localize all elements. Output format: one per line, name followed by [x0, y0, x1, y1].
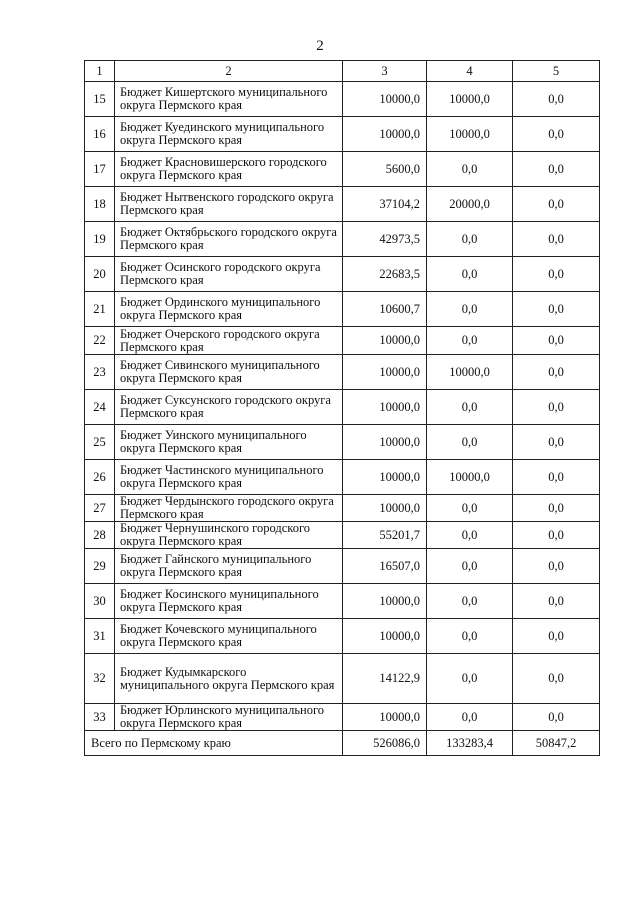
col3-value: 10000,0	[343, 495, 427, 522]
table-row	[85, 549, 600, 584]
col5-value: 0,0	[513, 425, 600, 460]
budget-name: Бюджет Нытвенского городского округа Пермского края	[115, 187, 343, 222]
budget-name: Бюджет Красновишерского городского округа Пермского края	[115, 152, 343, 187]
row-number: 21	[85, 292, 115, 327]
col3-value: 10000,0	[343, 355, 427, 390]
table-row	[85, 619, 600, 654]
total-label: Всего по Пермскому краю	[85, 731, 343, 756]
col4-value: 0,0	[427, 152, 513, 187]
row-number: 20	[85, 257, 115, 292]
col3-value: 55201,7	[343, 522, 427, 549]
budget-name: Бюджет Кишертского муниципального округа Пермского края	[115, 82, 343, 117]
col4-value: 10000,0	[427, 82, 513, 117]
col3-value: 10000,0	[343, 584, 427, 619]
col5-value: 0,0	[513, 390, 600, 425]
row-number: 32	[85, 654, 115, 704]
col3-value: 5600,0	[343, 152, 427, 187]
col4-value: 0,0	[427, 584, 513, 619]
row-number: 31	[85, 619, 115, 654]
col4-value: 0,0	[427, 522, 513, 549]
table-row	[85, 425, 600, 460]
row-number: 18	[85, 187, 115, 222]
table-row	[85, 82, 600, 117]
col4-value: 0,0	[427, 425, 513, 460]
col5-value: 0,0	[513, 495, 600, 522]
budget-name: Бюджет Куединского муниципального округа Пермского края	[115, 117, 343, 152]
row-number: 16	[85, 117, 115, 152]
col3-value: 10000,0	[343, 704, 427, 731]
col3-value: 10000,0	[343, 117, 427, 152]
col5-value: 0,0	[513, 187, 600, 222]
table-row	[85, 355, 600, 390]
col3-value: 10000,0	[343, 82, 427, 117]
row-number: 15	[85, 82, 115, 117]
col4-value: 10000,0	[427, 460, 513, 495]
col5-value: 0,0	[513, 222, 600, 257]
col5-value: 0,0	[513, 355, 600, 390]
budget-name: Бюджет Чернушинского городского округа Пермского края	[115, 522, 343, 549]
row-number: 22	[85, 327, 115, 355]
table-row	[85, 222, 600, 257]
table-row	[85, 460, 600, 495]
col3-value: 16507,0	[343, 549, 427, 584]
table-row	[85, 257, 600, 292]
col4-value: 20000,0	[427, 187, 513, 222]
budget-name: Бюджет Ординского муниципального округа Пермского края	[115, 292, 343, 327]
table-row	[85, 187, 600, 222]
total-col4-value: 133283,4	[427, 731, 513, 756]
col5-value: 0,0	[513, 82, 600, 117]
budget-name: Бюджет Сивинского муниципального округа Пермского края	[115, 355, 343, 390]
col4-value: 0,0	[427, 327, 513, 355]
row-number: 17	[85, 152, 115, 187]
col5-value: 0,0	[513, 522, 600, 549]
row-number: 27	[85, 495, 115, 522]
header-col-5: 5	[513, 61, 600, 82]
col3-value: 14122,9	[343, 654, 427, 704]
row-number: 28	[85, 522, 115, 549]
budget-name: Бюджет Кочевского муниципального округа Пермского края	[115, 619, 343, 654]
budget-name: Бюджет Суксунского городского округа Пермского края	[115, 390, 343, 425]
table-row	[85, 495, 600, 522]
col3-value: 10000,0	[343, 327, 427, 355]
col4-value: 0,0	[427, 390, 513, 425]
col4-value: 0,0	[427, 619, 513, 654]
budget-name: Бюджет Очерского городского округа Пермского края	[115, 327, 343, 355]
col5-value: 0,0	[513, 584, 600, 619]
col5-value: 0,0	[513, 619, 600, 654]
col3-value: 42973,5	[343, 222, 427, 257]
col3-value: 10000,0	[343, 619, 427, 654]
col3-value: 10000,0	[343, 390, 427, 425]
header-col-3: 3	[343, 61, 427, 82]
row-number: 29	[85, 549, 115, 584]
table-row	[85, 704, 600, 731]
col5-value: 0,0	[513, 549, 600, 584]
col5-value: 0,0	[513, 327, 600, 355]
header-col-4: 4	[427, 61, 513, 82]
budget-table	[84, 60, 600, 756]
table-row	[85, 390, 600, 425]
budget-name: Бюджет Осинского городского округа Пермского края	[115, 257, 343, 292]
table-row	[85, 152, 600, 187]
col5-value: 0,0	[513, 257, 600, 292]
row-number: 23	[85, 355, 115, 390]
col4-value: 10000,0	[427, 355, 513, 390]
header-col-1: 1	[85, 61, 115, 82]
table-header-row	[85, 61, 600, 82]
budget-name: Бюджет Кудымкарского муниципального округа Пермского края	[115, 654, 343, 704]
col4-value: 10000,0	[427, 117, 513, 152]
col3-value: 22683,5	[343, 257, 427, 292]
col4-value: 0,0	[427, 292, 513, 327]
col5-value: 0,0	[513, 117, 600, 152]
col4-value: 0,0	[427, 654, 513, 704]
header-col-2: 2	[115, 61, 343, 82]
col5-value: 0,0	[513, 460, 600, 495]
budget-name: Бюджет Гайнского муниципального округа Пермского края	[115, 549, 343, 584]
col4-value: 0,0	[427, 222, 513, 257]
col3-value: 10000,0	[343, 425, 427, 460]
col4-value: 0,0	[427, 257, 513, 292]
row-number: 19	[85, 222, 115, 257]
col4-value: 0,0	[427, 495, 513, 522]
budget-name: Бюджет Частинского муниципального округа Пермского края	[115, 460, 343, 495]
table-row	[85, 292, 600, 327]
col3-value: 10600,7	[343, 292, 427, 327]
table-row	[85, 654, 600, 704]
table-row	[85, 584, 600, 619]
budget-name: Бюджет Уинского муниципального округа Пермского края	[115, 425, 343, 460]
col4-value: 0,0	[427, 549, 513, 584]
table-row	[85, 522, 600, 549]
col5-value: 0,0	[513, 292, 600, 327]
row-number: 26	[85, 460, 115, 495]
budget-name: Бюджет Косинского муниципального округа Пермского края	[115, 584, 343, 619]
col3-value: 10000,0	[343, 460, 427, 495]
table-row	[85, 117, 600, 152]
budget-name: Бюджет Юрлинского муниципального округа Пермского края	[115, 704, 343, 731]
page-number: 2	[316, 38, 324, 54]
total-col5-value: 50847,2	[513, 731, 600, 756]
col5-value: 0,0	[513, 654, 600, 704]
col4-value: 0,0	[427, 704, 513, 731]
budget-name: Бюджет Чердынского городского округа Пермского края	[115, 495, 343, 522]
budget-name: Бюджет Октябрьского городского округа Пермского края	[115, 222, 343, 257]
row-number: 30	[85, 584, 115, 619]
row-number: 24	[85, 390, 115, 425]
col5-value: 0,0	[513, 152, 600, 187]
row-number: 25	[85, 425, 115, 460]
row-number: 33	[85, 704, 115, 731]
table-row	[85, 327, 600, 355]
total-col3-value: 526086,0	[343, 731, 427, 756]
col5-value: 0,0	[513, 704, 600, 731]
col3-value: 37104,2	[343, 187, 427, 222]
total-row	[85, 731, 600, 756]
